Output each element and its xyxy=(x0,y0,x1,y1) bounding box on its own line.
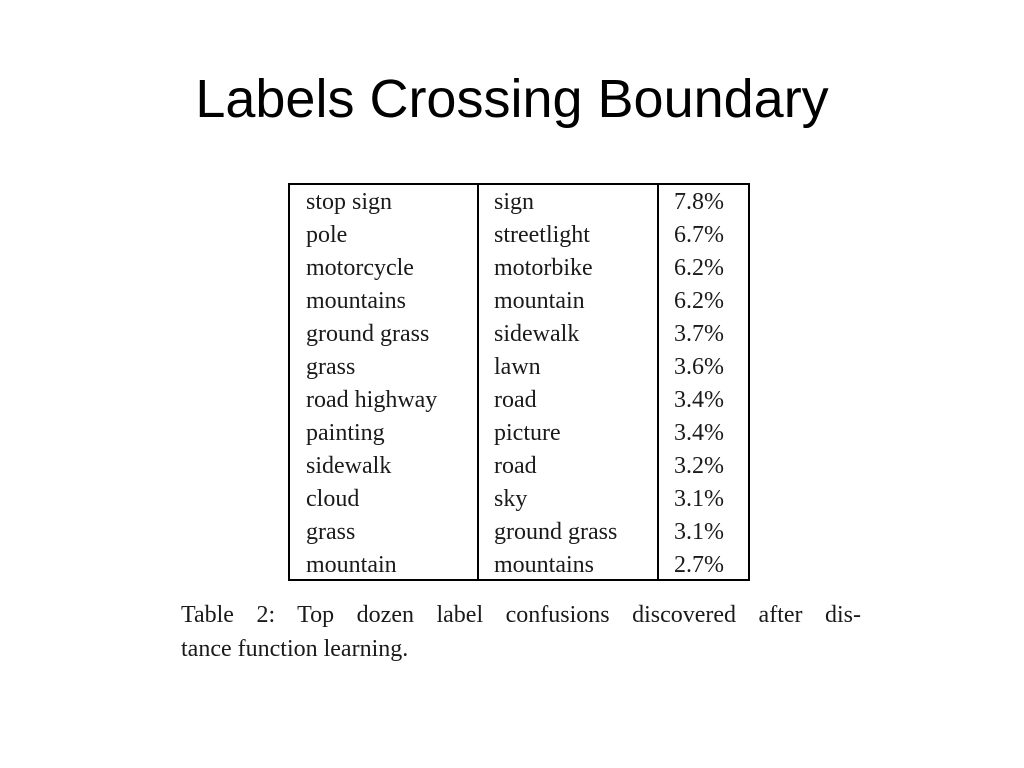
percentage-cell: 3.1% xyxy=(674,519,724,545)
original-label-cell: stop sign xyxy=(306,189,393,215)
confused-label-cell: mountains xyxy=(494,552,594,578)
label-confusion-table xyxy=(288,183,750,581)
confused-label-cell: sidewalk xyxy=(494,321,580,347)
table-row xyxy=(290,186,748,219)
caption-line: tance function learning. xyxy=(181,636,409,662)
percentage-cell: 3.4% xyxy=(674,387,724,413)
original-label-cell: ground grass xyxy=(306,321,430,347)
original-label-cell: sidewalk xyxy=(306,453,392,479)
confused-label-cell: lawn xyxy=(494,354,541,380)
original-label-cell: mountain xyxy=(306,552,397,578)
confused-label-cell: ground grass xyxy=(494,519,618,545)
confused-label-cell: sign xyxy=(494,189,535,215)
original-label-cell: cloud xyxy=(306,486,360,512)
confused-label-cell: sky xyxy=(494,486,528,512)
percentage-cell: 6.2% xyxy=(674,288,724,314)
percentage-cell: 6.2% xyxy=(674,255,724,281)
table-row xyxy=(290,483,748,516)
original-label-cell: painting xyxy=(306,420,385,446)
table-row xyxy=(290,318,748,351)
slide-title: Labels Crossing Boundary xyxy=(195,69,829,129)
confused-label-cell: picture xyxy=(494,420,561,446)
confused-label-cell: streetlight xyxy=(494,222,590,248)
original-label-cell: pole xyxy=(306,222,348,248)
original-label-cell: grass xyxy=(306,354,356,380)
table-row xyxy=(290,549,748,582)
table-row xyxy=(290,417,748,450)
table-row xyxy=(290,219,748,252)
original-label-cell: mountains xyxy=(306,288,406,314)
percentage-cell: 3.1% xyxy=(674,486,724,512)
confused-label-cell: road xyxy=(494,453,537,479)
confused-label-cell: road xyxy=(494,387,537,413)
percentage-cell: 3.2% xyxy=(674,453,724,479)
confused-label-cell: mountain xyxy=(494,288,585,314)
original-label-cell: grass xyxy=(306,519,356,545)
table-row xyxy=(290,285,748,318)
table-caption xyxy=(181,598,861,666)
table-row xyxy=(290,252,748,285)
original-label-cell: road highway xyxy=(306,387,438,413)
table-row xyxy=(290,516,748,549)
percentage-cell: 3.6% xyxy=(674,354,724,380)
percentage-cell: 2.7% xyxy=(674,552,724,578)
percentage-cell: 6.7% xyxy=(674,222,724,248)
table-row xyxy=(290,450,748,483)
percentage-cell: 3.4% xyxy=(674,420,724,446)
table-row xyxy=(290,351,748,384)
percentage-cell: 3.7% xyxy=(674,321,724,347)
caption-line: Table 2: Top dozen label confusions discovered after dis- xyxy=(181,602,861,628)
percentage-cell: 7.8% xyxy=(674,189,724,215)
original-label-cell: motorcycle xyxy=(306,255,414,281)
confused-label-cell: motorbike xyxy=(494,255,593,281)
table-row xyxy=(290,384,748,417)
